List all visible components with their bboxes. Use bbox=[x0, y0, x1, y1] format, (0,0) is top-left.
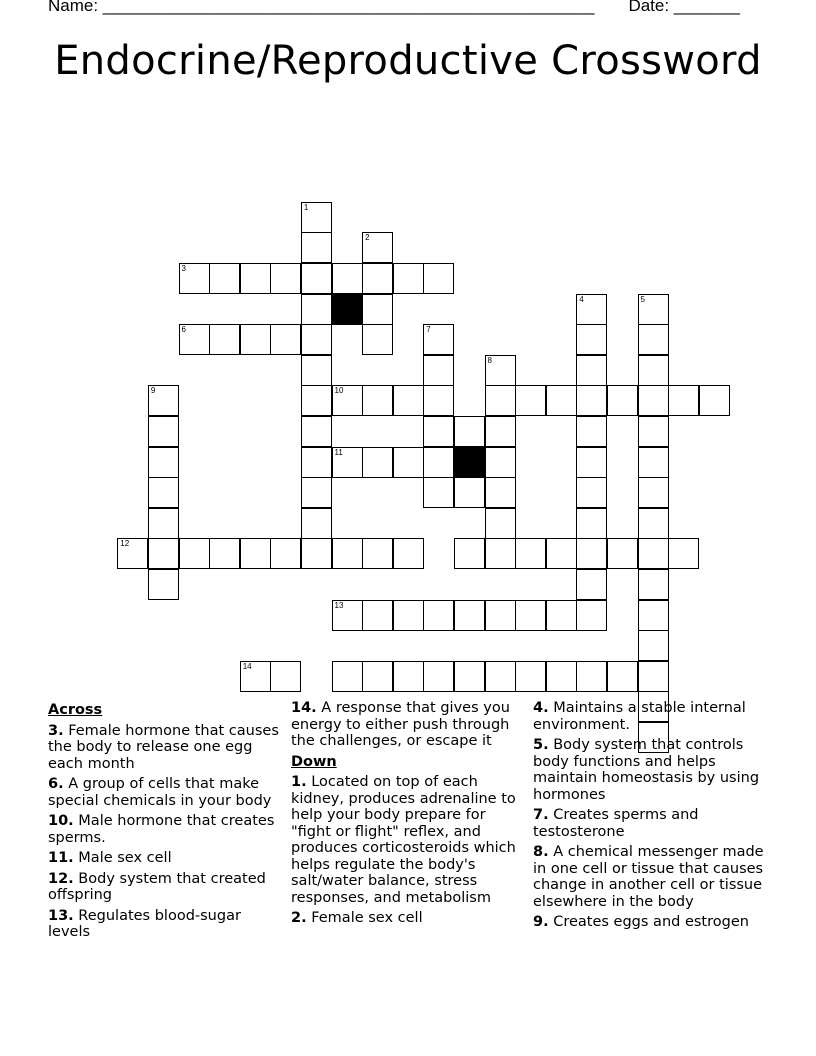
clue-down-9: 9. Creates eggs and estrogen bbox=[533, 914, 749, 930]
clue-number: 5 bbox=[640, 294, 645, 304]
crossword-cell[interactable] bbox=[362, 447, 393, 478]
crossword-cell[interactable] bbox=[485, 416, 516, 447]
crossword-cell[interactable] bbox=[546, 385, 577, 416]
crossword-cell[interactable] bbox=[454, 661, 485, 692]
clue-down-1: 1. Located on top of each kidney, produces adrenaline to help your body prepare for "fight or flight" reflex, and produces corticosteroids which helps regulate the body's salt/water balance, stress responses, and metabolism bbox=[291, 774, 516, 906]
clue-number: 1 bbox=[303, 202, 309, 212]
crossword-cell[interactable] bbox=[576, 324, 607, 355]
clue-number: 10 bbox=[334, 386, 344, 396]
crossword-cell[interactable] bbox=[270, 538, 301, 569]
crossword-cell[interactable] bbox=[332, 447, 363, 478]
crossword-cell[interactable] bbox=[362, 232, 393, 263]
crossword-cell[interactable] bbox=[148, 447, 179, 478]
clue-number: 7 bbox=[426, 325, 431, 335]
crossword-cell[interactable] bbox=[576, 385, 607, 416]
crossword-cell[interactable] bbox=[607, 385, 638, 416]
crossword-cell[interactable] bbox=[209, 263, 240, 294]
crossword-cell[interactable] bbox=[393, 263, 424, 294]
clue-number: 3 bbox=[181, 264, 186, 273]
crossword-cell[interactable] bbox=[240, 538, 271, 569]
crossword-cell[interactable] bbox=[301, 416, 332, 447]
clue-across-6: 6. A group of cells that make special chemicals in your body bbox=[48, 776, 272, 809]
clue-number: 12 bbox=[120, 539, 130, 549]
crossword-cell[interactable] bbox=[638, 385, 669, 416]
crossword-cell[interactable] bbox=[576, 508, 607, 539]
down-heading: Down bbox=[291, 753, 337, 770]
crossword-cell[interactable] bbox=[423, 263, 454, 294]
crossword-cell[interactable] bbox=[148, 569, 179, 600]
crossword-cell[interactable] bbox=[148, 477, 179, 508]
crossword-cell[interactable] bbox=[576, 538, 607, 569]
crossword-cell[interactable] bbox=[148, 416, 179, 447]
crossword-cell[interactable] bbox=[301, 508, 332, 539]
crossword-cell[interactable] bbox=[148, 508, 179, 539]
crossword-cell[interactable] bbox=[485, 447, 516, 478]
crossword-cell[interactable] bbox=[423, 355, 454, 386]
crossword-cell[interactable] bbox=[148, 385, 179, 416]
crossword-cell[interactable] bbox=[179, 263, 210, 294]
crossword-cell[interactable] bbox=[515, 661, 546, 692]
crossword-cell[interactable] bbox=[362, 385, 393, 416]
crossword-cell[interactable] bbox=[576, 661, 607, 692]
crossword-cell[interactable] bbox=[485, 538, 516, 569]
crossword-cell[interactable] bbox=[179, 324, 210, 355]
crossword-cell[interactable] bbox=[576, 600, 607, 631]
crossword-cell[interactable] bbox=[148, 538, 179, 569]
crossword-cell[interactable] bbox=[668, 538, 699, 569]
name-field[interactable]: Name: ____________________________________________________ bbox=[48, 0, 595, 15]
crossword-cell[interactable] bbox=[576, 447, 607, 478]
crossword-cell[interactable] bbox=[209, 324, 240, 355]
crossword-cell[interactable] bbox=[638, 538, 669, 569]
crossword-cell[interactable] bbox=[423, 447, 454, 478]
crossword-cell[interactable] bbox=[638, 447, 669, 478]
crossword-block bbox=[454, 447, 485, 478]
date-field[interactable]: Date: _______ bbox=[628, 0, 740, 15]
crossword-cell[interactable] bbox=[393, 538, 424, 569]
crossword-cell[interactable] bbox=[209, 538, 240, 569]
crossword-cell[interactable] bbox=[546, 538, 577, 569]
crossword-cell[interactable] bbox=[393, 385, 424, 416]
clue-number: 8 bbox=[487, 355, 492, 365]
clue-number: 6 bbox=[181, 325, 186, 335]
crossword-cell[interactable] bbox=[332, 263, 363, 294]
crossword-cell[interactable] bbox=[240, 263, 271, 294]
clue-down-2: 2. Female sex cell bbox=[291, 910, 423, 926]
crossword-cell[interactable] bbox=[423, 416, 454, 447]
crossword-cell[interactable] bbox=[485, 661, 516, 692]
clue-across-13: 13. Regulates blood-sugar levels bbox=[48, 907, 241, 940]
crossword-cell[interactable] bbox=[485, 477, 516, 508]
crossword-cell[interactable] bbox=[301, 202, 332, 233]
crossword-cell[interactable] bbox=[576, 355, 607, 386]
crossword-cell[interactable] bbox=[301, 385, 332, 416]
crossword-cell[interactable] bbox=[638, 477, 669, 508]
crossword-cell[interactable] bbox=[638, 569, 669, 600]
clue-down-7: 7. Creates sperms and testosterone bbox=[533, 807, 699, 840]
crossword-cell[interactable] bbox=[638, 600, 669, 631]
crossword-cell[interactable] bbox=[454, 600, 485, 631]
clue-across-3: 3. Female hormone that causes the body to release one egg each month bbox=[48, 722, 279, 772]
crossword-cell[interactable] bbox=[515, 385, 546, 416]
clue-number: 9 bbox=[150, 386, 156, 396]
crossword-cell[interactable] bbox=[638, 324, 669, 355]
crossword-cell[interactable] bbox=[576, 477, 607, 508]
crossword-cell[interactable] bbox=[301, 232, 332, 263]
crossword-cell[interactable] bbox=[638, 294, 669, 325]
crossword-cell[interactable] bbox=[301, 263, 332, 294]
across-heading: Across bbox=[48, 702, 103, 718]
crossword-cell[interactable] bbox=[393, 447, 424, 478]
clue-across-11: 11. Male sex cell bbox=[48, 850, 172, 866]
crossword-cell[interactable] bbox=[423, 661, 454, 692]
crossword-cell[interactable] bbox=[638, 416, 669, 447]
crossword-cell[interactable] bbox=[301, 355, 332, 386]
crossword-cell[interactable] bbox=[332, 600, 363, 631]
clue-across-12: 12. Body system that created offspring bbox=[48, 870, 266, 903]
clue-down-4: 4. Maintains a stable internal environment. bbox=[533, 700, 746, 733]
crossword-cell[interactable] bbox=[485, 355, 516, 386]
crossword-cell[interactable] bbox=[607, 538, 638, 569]
clue-across-14: 14. A response that gives you energy to either push through the challenges, or escape it bbox=[291, 700, 510, 749]
crossword-cell[interactable] bbox=[699, 385, 730, 416]
crossword-cell[interactable] bbox=[607, 661, 638, 692]
crossword-cell[interactable] bbox=[576, 569, 607, 600]
crossword-cell[interactable] bbox=[485, 385, 516, 416]
crossword-cell[interactable] bbox=[240, 324, 271, 355]
clue-number: 13 bbox=[334, 600, 344, 610]
crossword-cell[interactable] bbox=[362, 600, 393, 631]
crossword-cell[interactable] bbox=[301, 447, 332, 478]
crossword-cell[interactable] bbox=[423, 324, 454, 355]
crossword-cell[interactable] bbox=[362, 294, 393, 325]
clue-down-5: 5. Body system that controls body functions and helps maintain homeostasis by using hormones bbox=[533, 737, 760, 803]
crossword-cell[interactable] bbox=[362, 263, 393, 294]
crossword-cell[interactable] bbox=[301, 324, 332, 355]
crossword-cell[interactable] bbox=[638, 508, 669, 539]
crossword-cell[interactable] bbox=[179, 538, 210, 569]
crossword-cell[interactable] bbox=[576, 416, 607, 447]
crossword-cell[interactable] bbox=[546, 661, 577, 692]
crossword-cell[interactable] bbox=[362, 538, 393, 569]
clue-number: 11 bbox=[334, 447, 343, 457]
crossword-cell[interactable] bbox=[454, 538, 485, 569]
crossword-cell[interactable] bbox=[301, 538, 332, 569]
crossword-cell[interactable] bbox=[301, 294, 332, 325]
crossword-cell[interactable] bbox=[301, 477, 332, 508]
crossword-cell[interactable] bbox=[576, 294, 607, 325]
crossword-cell[interactable] bbox=[638, 355, 669, 386]
crossword-cell[interactable] bbox=[362, 661, 393, 692]
crossword-cell[interactable] bbox=[546, 600, 577, 631]
crossword-cell[interactable] bbox=[638, 630, 669, 661]
clue-across-10: 10. Male hormone that creates sperms. bbox=[48, 813, 275, 846]
clue-down-8: 8. A chemical messenger made in one cell or tissue that causes change in another cell or tissue elsewhere in the body bbox=[533, 844, 764, 910]
clue-number: 4 bbox=[579, 294, 584, 304]
crossword-cell[interactable] bbox=[423, 477, 454, 508]
crossword-cell[interactable] bbox=[423, 385, 454, 416]
crossword-cell[interactable] bbox=[240, 661, 271, 692]
page-title: Endocrine/Reproductive Crossword bbox=[54, 38, 762, 84]
clues-column-3 bbox=[533, 700, 768, 935]
crossword-cell[interactable] bbox=[423, 600, 454, 631]
crossword-cell[interactable] bbox=[485, 508, 516, 539]
crossword-cell[interactable] bbox=[454, 416, 485, 447]
clues-column-2 bbox=[291, 700, 526, 931]
clues-column-1 bbox=[48, 700, 283, 945]
crossword-cell[interactable] bbox=[270, 263, 301, 294]
clue-number: 14 bbox=[242, 661, 252, 671]
crossword-cell[interactable] bbox=[393, 661, 424, 692]
crossword-cell[interactable] bbox=[270, 324, 301, 355]
crossword-cell[interactable] bbox=[362, 324, 393, 355]
crossword-cell[interactable] bbox=[515, 600, 546, 631]
crossword-cell[interactable] bbox=[332, 385, 363, 416]
crossword-cell[interactable] bbox=[270, 661, 301, 692]
crossword-cell[interactable] bbox=[485, 600, 516, 631]
crossword-cell[interactable] bbox=[638, 661, 669, 692]
crossword-cell[interactable] bbox=[454, 477, 485, 508]
crossword-cell[interactable] bbox=[668, 385, 699, 416]
clue-number: 2 bbox=[365, 233, 370, 243]
crossword-block bbox=[332, 294, 363, 325]
crossword-cell[interactable] bbox=[117, 538, 148, 569]
crossword-cell[interactable] bbox=[515, 538, 546, 569]
crossword-cell[interactable] bbox=[393, 600, 424, 631]
crossword-cell[interactable] bbox=[332, 661, 363, 692]
crossword-cell[interactable] bbox=[332, 538, 363, 569]
